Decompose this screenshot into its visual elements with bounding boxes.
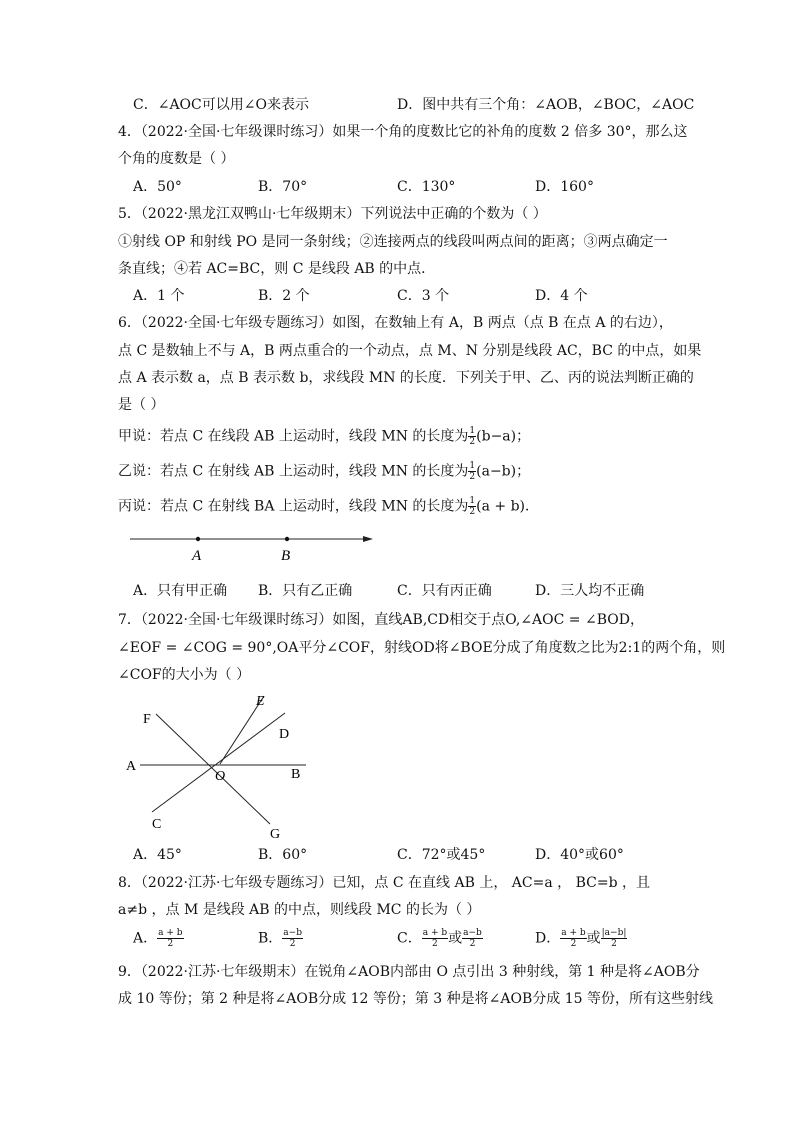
- label-e: E: [256, 694, 265, 709]
- line-fg: [156, 714, 270, 824]
- q6-stem-line1: 6．（2022·全国·七年级专题练习）如图，在数轴上有 A，B 两点（点 B 在点 A 的右边），: [118, 315, 673, 331]
- q6-option-a: A．只有甲正确: [133, 583, 228, 599]
- q6-statement-jia: [118, 426, 530, 447]
- label-d: D: [279, 727, 290, 742]
- q7-stem-line3: ∠COF的大小为（ ）: [118, 667, 251, 683]
- q6-option-b: B．只有乙正确: [258, 583, 353, 599]
- bing-text: 丙说：若点 C 在射线 BA 上运动时，线段 MN 的长度为: [118, 498, 469, 515]
- q5-option-d: D．4 个: [535, 288, 588, 304]
- q5-option-b: B．2 个: [258, 288, 310, 304]
- number-line-figure: [125, 528, 385, 568]
- q3-option-c: C．∠AOC可以用∠O来表示: [133, 97, 309, 113]
- point-b: [285, 537, 289, 541]
- label-a: A: [192, 548, 202, 564]
- q4-option-d: D．160°: [535, 179, 594, 195]
- q6-option-d: D．三人均不正确: [535, 583, 645, 599]
- q9-stem-line1: 9．（2022·江苏·七年级期末）在锐角∠AOB内部由 O 点引出 3 种射线，第 1 种是将∠AOB分: [118, 964, 700, 980]
- q3-option-d: D．图中共有三个角：∠AOB，∠BOC，∠AOC: [397, 97, 695, 113]
- q8-stem-line1: 8．（2022·江苏·七年级专题练习）已知，点 C 在直线 AB 上， AC=a ， BC=b ，且: [118, 875, 650, 891]
- q4-option-a: A．50°: [133, 179, 182, 195]
- label-b: B: [281, 548, 291, 564]
- half-fraction: $\frac{1}{2}$: [469, 496, 476, 517]
- q7-stem-line1: 7．（2022·全国·七年级课时练习）如图，直线AB,CD相交于点O,∠AOC = ∠BOD，: [118, 612, 644, 628]
- q4-stem-line2: 个角的度数是（ ）: [118, 151, 235, 167]
- q7-stem-line2: ∠EOF = ∠COG = 90°,OA平分∠COF，射线OD将∠BOE分成了角度数之比为2:1的两个角，则: [118, 640, 726, 656]
- q7-option-d: D．40°或60°: [535, 847, 624, 863]
- q6-option-c: C．只有丙正确: [397, 583, 492, 599]
- q6-stem-line2: 点 C 是数轴上不与 A，B 两点重合的一个动点，点 M、N 分别是线段 AC，BC 的中点，如果: [118, 343, 702, 359]
- q8-stem-line2: a≠b ，点 M 是线段 AB 的中点，则线段 MC 的长为（ ）: [118, 902, 481, 918]
- q5-stem-line2: ①射线 OP 和射线 PO 是同一条射线；②连接两点的线段叫两点间的距离；③两点确定一: [118, 234, 668, 250]
- angle-figure: [118, 690, 318, 840]
- q6-stem-line3: 点 A 表示数 a，点 B 表示数 b，求线段 MN 的长度．下列关于甲、乙、丙的说法判断正确的: [118, 370, 694, 386]
- q5-stem-line3: 条直线；④若 AC=BC，则 C 是线段 AB 的中点．: [118, 261, 436, 277]
- q4-option-c: C．130°: [397, 179, 456, 195]
- label-f: F: [143, 712, 151, 727]
- yi-expression: (a−b)；: [476, 463, 531, 480]
- q4-stem-line1: 4．（2022·全国·七年级课时练习）如果一个角的度数比它的补角的度数 2 倍多 30°，那么这: [118, 124, 688, 140]
- point-a: [196, 537, 200, 541]
- arrow-icon: [363, 536, 373, 542]
- q6-statement-yi: [118, 461, 530, 482]
- q8-option-c: C． $\frac{a + b}{2}$ 或 $\frac{a-b}{2}$: [397, 928, 482, 949]
- label-o: O: [215, 769, 226, 784]
- q5-stem-line1: 5．（2022·黑龙江双鸭山·七年级期末）下列说法中正确的个数为（ ）: [118, 206, 547, 222]
- q8-option-a: A． $\frac{a + b}{2}$: [133, 928, 183, 949]
- label-c: C: [152, 817, 162, 832]
- label-g: G: [270, 827, 281, 840]
- line-cd: [152, 713, 285, 812]
- q5-option-a: A．1 个: [133, 288, 185, 304]
- half-fraction: $\frac{1}{2}$: [469, 461, 476, 482]
- bing-expression: (a + b)．: [476, 498, 540, 515]
- q7-option-c: C．72°或45°: [397, 847, 486, 863]
- q7-option-b: B．60°: [258, 847, 308, 863]
- yi-text: 乙说：若点 C 在射线 AB 上运动时，线段 MN 的长度为: [118, 463, 469, 480]
- q9-stem-line2: 成 10 等份；第 2 种是将∠AOB分成 12 等份；第 3 种是将∠AOB分成 15 等份，所有这些射线: [118, 991, 713, 1007]
- label-b: B: [291, 767, 301, 782]
- q7-option-a: A．45°: [133, 847, 182, 863]
- half-fraction: $\frac{1}{2}$: [469, 426, 476, 447]
- q8-option-d: D． $\frac{a + b}{2}$ 或 $\frac{|a-b|}{2}$: [535, 928, 627, 949]
- q8-option-b: B． $\frac{a-b}{2}$: [258, 928, 302, 949]
- q4-option-b: B．70°: [258, 179, 308, 195]
- jia-text: 甲说：若点 C 在线段 AB 上运动时，线段 MN 的长度为: [118, 428, 469, 445]
- q6-statement-bing: [118, 496, 539, 517]
- q5-option-c: C．3 个: [397, 288, 450, 304]
- jia-expression: (b−a)；: [476, 428, 531, 445]
- q6-stem-line4: 是（ ）: [118, 397, 165, 413]
- label-a: A: [126, 759, 137, 774]
